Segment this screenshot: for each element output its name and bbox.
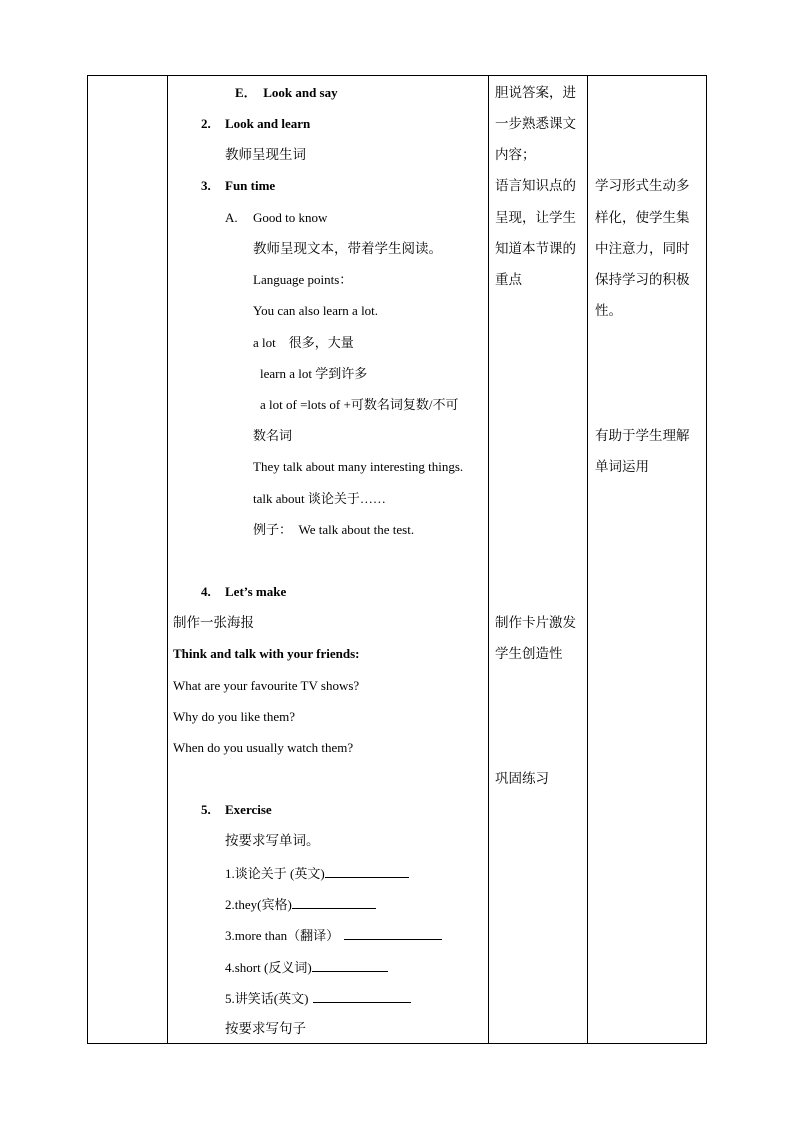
section-e-heading: E． Look and say: [235, 85, 338, 100]
language-point-4: a lot of =lots of +可数名词复数/不可: [260, 397, 459, 412]
purpose-2-line-2: 呈现，让学生: [495, 210, 576, 226]
language-point-1: You can also learn a lot.: [253, 303, 379, 318]
language-point-7: 例子： We talk about the test.: [253, 522, 415, 537]
exercise-sentence-task: 按要求写句子: [225, 1021, 306, 1037]
purpose-2-line-3: 知道本节课的: [495, 241, 576, 257]
purpose-3-line-1: 制作卡片激发: [495, 615, 576, 631]
note-2-line-2: 单词运用: [595, 459, 649, 475]
note-2-line-1: 有助于学生理解: [595, 428, 690, 444]
purpose-2-line-1: 语言知识点的: [495, 178, 576, 194]
exercise-item-2: 2.they(宾格): [225, 896, 376, 913]
note-1-line-4: 保持学习的积极: [595, 272, 690, 288]
section-4-heading: 4. Let’s make: [201, 584, 287, 599]
exercise-item-5: 5.讲笑话(英文): [225, 990, 411, 1007]
exercise-desc: 按要求写单词。: [225, 833, 320, 849]
section-2-heading: 2. Look and learn: [201, 116, 311, 131]
sub-a-heading: A. Good to know: [225, 210, 328, 225]
note-1-line-2: 样化，使学生集: [595, 210, 690, 226]
note-1-line-1: 学习形式生动多: [595, 178, 690, 194]
note-1-line-5: 性。: [595, 303, 622, 319]
purpose-1-line-3: 内容；: [495, 147, 536, 163]
language-point-3: learn a lot 学到许多: [260, 366, 368, 381]
note-1-line-3: 中注意力，同时: [595, 241, 690, 257]
make-poster: 制作一张海报: [173, 615, 254, 631]
section-3-heading: 3. Fun time: [201, 178, 276, 193]
section-5-heading: 5. Exercise: [201, 802, 272, 817]
column-divider: [488, 76, 489, 1043]
language-points-label: Language points：: [253, 272, 353, 287]
think-talk-heading: Think and talk with your friends:: [173, 646, 360, 661]
exercise-item-1: 1.谈论关于 (英文): [225, 865, 409, 882]
language-point-2: a lot 很多，大量: [253, 335, 354, 350]
section-2-desc: 教师呈现生词: [225, 147, 306, 163]
question-3: When do you usually watch them?: [173, 740, 354, 755]
exercise-item-3: 3.more than（翻译）: [225, 927, 442, 944]
question-2: Why do you like them?: [173, 709, 296, 724]
language-point-6: talk about 谈论关于……: [253, 491, 386, 506]
purpose-1-line-1: 胆说答案，进: [495, 85, 576, 101]
language-point-5: They talk about many interesting things.: [253, 459, 464, 474]
exercise-item-4: 4.short (反义词): [225, 959, 388, 976]
purpose-3-line-2: 学生创造性: [495, 646, 563, 662]
purpose-2-line-4: 重点: [495, 272, 522, 288]
sub-a-desc: 教师呈现文本，带着学生阅读。: [253, 241, 442, 257]
purpose-1-line-2: 一步熟悉课文: [495, 116, 576, 132]
column-divider: [167, 76, 168, 1043]
question-1: What are your favourite TV shows?: [173, 678, 360, 693]
purpose-4: 巩固练习: [495, 771, 549, 787]
column-divider: [587, 76, 588, 1043]
language-point-4-cont: 数名词: [253, 428, 293, 443]
